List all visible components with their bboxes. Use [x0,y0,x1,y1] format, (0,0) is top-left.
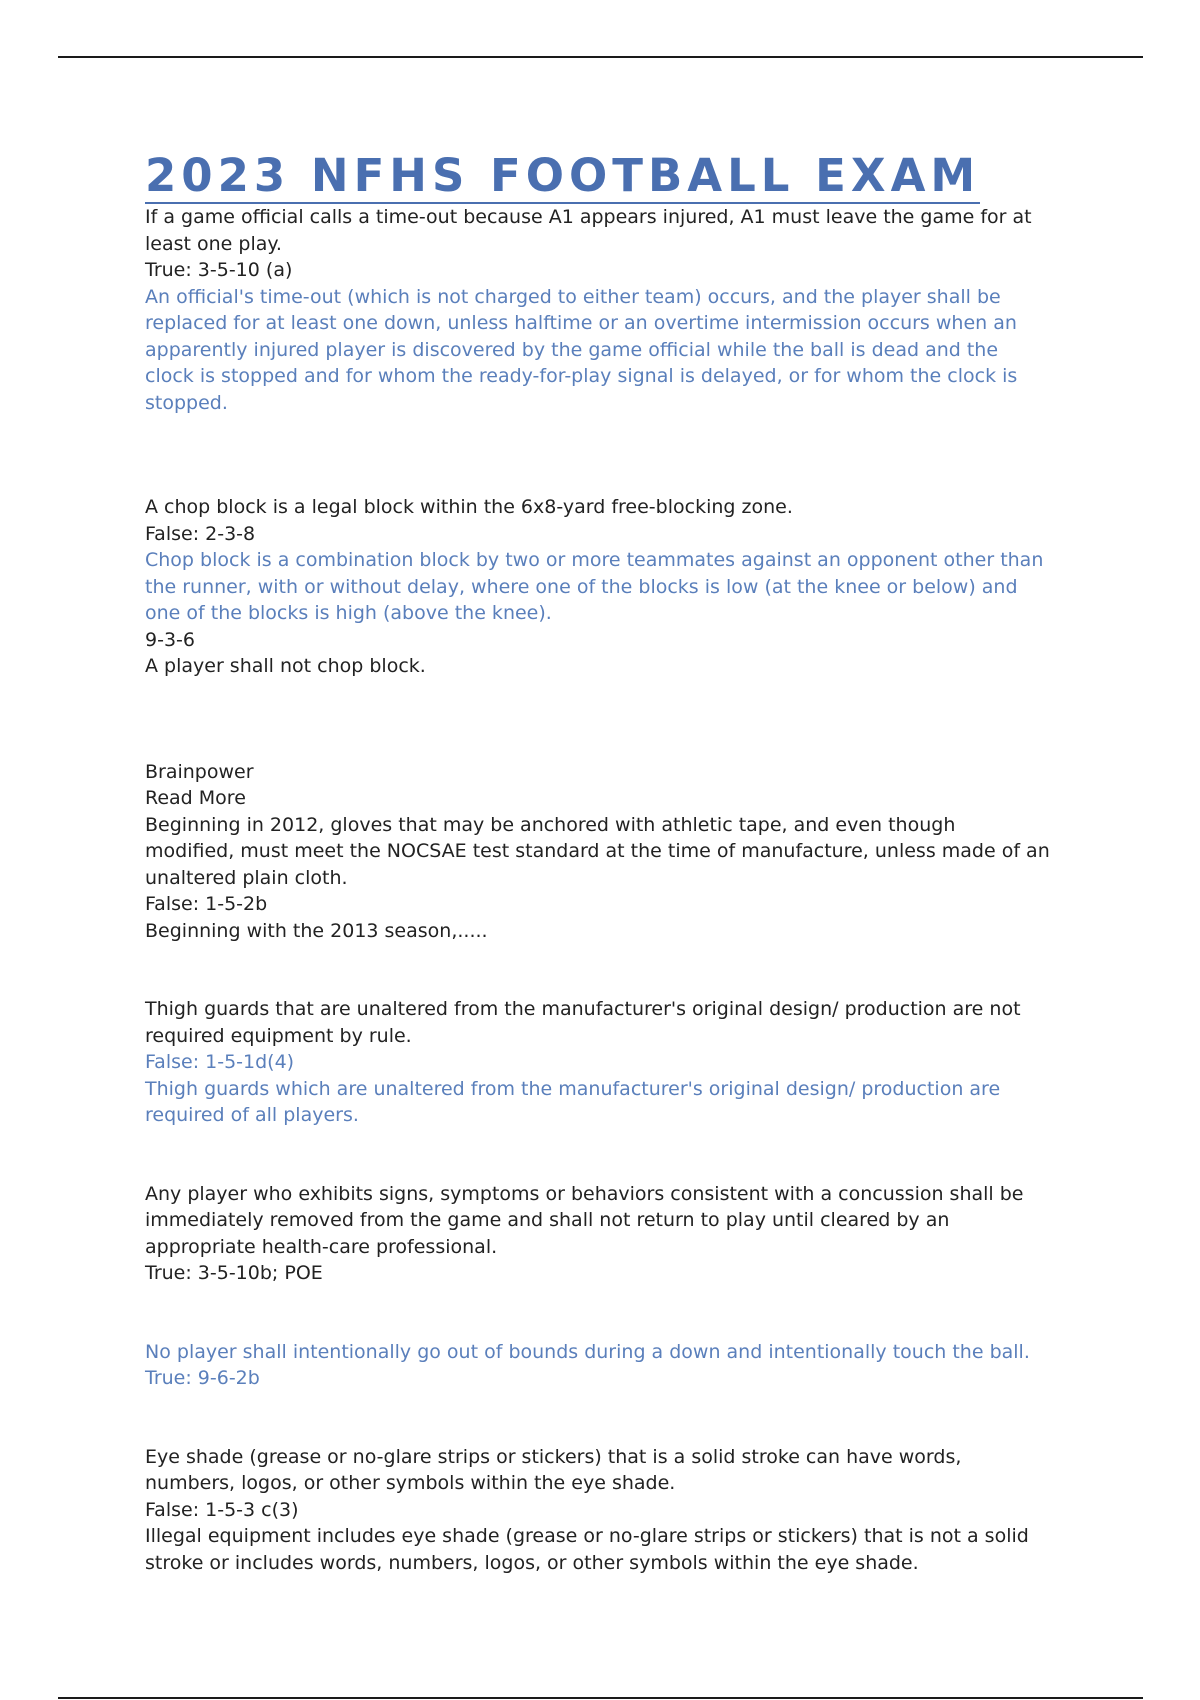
question-text: Thigh guards that are unaltered from the manufacturer's original design/ production are not required equipment by rule. [145,998,1021,1047]
section-7 [145,1444,1050,1577]
spacer [145,416,1050,494]
section-4 [145,996,1050,1129]
answer-text: False: 1-5-3 c(3) [145,1498,299,1521]
answer-text: False: 1-5-2b [145,893,268,915]
spacer [145,680,1050,759]
answer-text: True: 3-5-10 (a) [145,259,293,281]
top-rule [58,56,1143,58]
spacer [145,1129,1050,1181]
question-text: Eye shade (grease or no-glare strips or stickers) that is a solid stroke can have words, numbers, logos, or other symbols within the eye shade. [145,1445,962,1494]
rule-text: A player shall not chop block. [145,655,426,677]
answer-text: False: 1-5-1d(4) [145,1051,295,1073]
question-text: Any player who exhibits signs, symptoms or behaviors consistent with a concussion shall be immediately removed from the game and shall not return to play until cleared by an appropriate health-care professional. [145,1182,1024,1258]
question-text: Beginning in 2012, gloves that may be anchored with athletic tape, and even though modified, must meet the NOCSAE test standard at the time of manufacture, unless made of an unaltered plain cloth. [145,813,1050,889]
spacer [145,944,1050,996]
section-5 [145,1181,1050,1287]
answer-text: False: 2-3-8 [145,522,256,545]
answer-text: True: 3-5-10b; POE [145,1262,323,1284]
rule-reference: 9-3-6 [145,628,195,651]
question-text: If a game official calls a time-out because A1 appears injured, A1 must leave the game for at least one play. [145,206,1032,255]
section-3 [145,759,1050,945]
brand-label: Brainpower [145,760,254,783]
explanation-text: Thigh guards which are unaltered from the manufacturer's original design/ production are required of all players. [145,1077,1001,1126]
explanation-text: Illegal equipment includes eye shade (grease or no-glare strips or stickers) that is not a solid stroke or includes words, numbers, logos, or other symbols within the eye shade. [145,1525,1029,1574]
document-title: 2023 NFHS FOOTBALL EXAM [145,149,981,202]
question-text: A chop block is a legal block within the 6x8-yard free-blocking zone. [145,496,793,518]
explanation-text: An official's time-out (which is not charged to either team) occurs, and the player shall be replaced for at least one down, unless halftime or an overtime intermission occurs when an apparently injured player is discovered by the game official while the ball is dead and the clock is stopped and for whom the ready-for-play signal is delayed, or for whom the clock is stopped. [145,285,1018,414]
document-body [145,150,1050,1576]
section-2 [145,494,1050,680]
explanation-text: Chop block is a combination block by two or more teammates against an opponent other than the runner, with or without delay, where one of the blocks is low (at the knee or below) and one of the blocks is high (above the knee). [145,549,1044,624]
question-text: No player shall intentionally go out of bounds during a down and intentionally touch the ball. [145,1340,1030,1363]
bottom-rule [58,1697,1143,1699]
section-1 [145,204,1050,416]
spacer [145,1392,1050,1444]
section-6 [145,1339,1050,1392]
spacer [145,1287,1050,1339]
explanation-text: Beginning with the 2013 season,..... [145,919,488,942]
answer-text: True: 9-6-2b [145,1367,260,1389]
read-more-link[interactable]: Read More [145,787,246,809]
